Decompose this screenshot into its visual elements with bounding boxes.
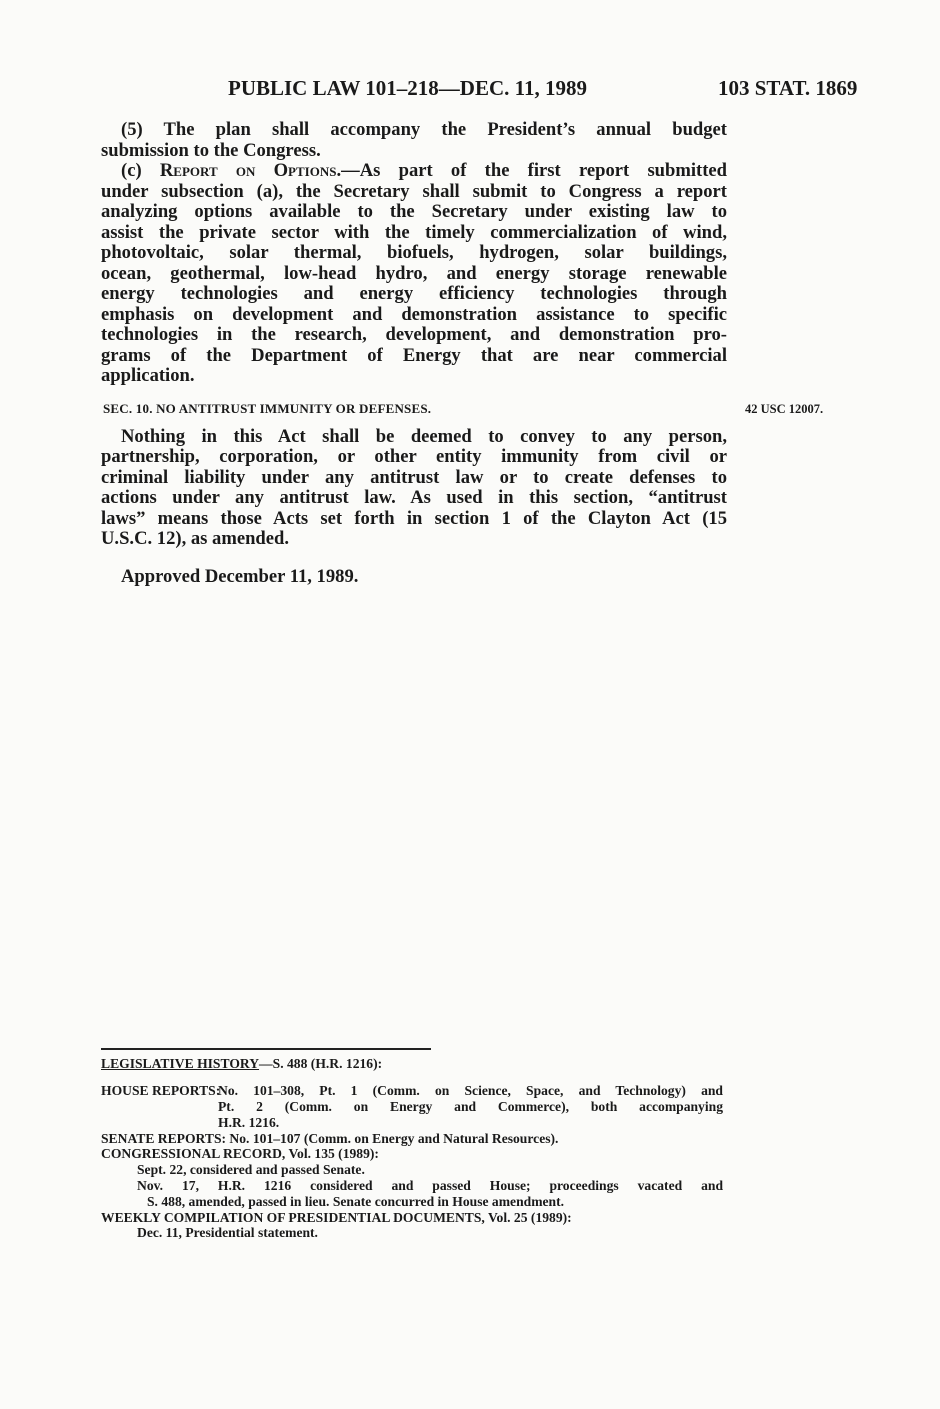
running-header-title: PUBLIC LAW 101–218—DEC. 11, 1989 [228, 76, 587, 100]
para-c-line: application. [101, 365, 195, 386]
page-number: 103 STAT. 1869 [718, 76, 858, 100]
para-c-line: analyzing options available to the Secretary under existing law to [101, 201, 727, 222]
house-reports-line: H.R. 1216. [218, 1115, 280, 1130]
legislative-history-heading [101, 1056, 382, 1072]
legislative-history-bill: —S. 488 (H.R. 1216): [259, 1056, 383, 1071]
para-5-line: submission to the Congress. [101, 140, 321, 161]
para-c-line: assist the private sector with the timely commercialization of wind, [101, 222, 727, 243]
para-c-line: technologies in the research, development, and demonstration pro- [101, 324, 727, 345]
para-c-line: grams of the Department of Energy that are near commercial [101, 345, 727, 366]
footnote-rule [101, 1048, 431, 1050]
para-c-line: ocean, geothermal, low-head hydro, and energy storage renewable [101, 263, 727, 284]
para-c-line: photovoltaic, solar thermal, biofuels, hydrogen, solar buildings, [101, 242, 727, 263]
para-c-text: —As part of the first report submitted [341, 160, 727, 181]
margin-note: 42 USC 12007. [745, 402, 824, 416]
congressional-record: CONGRESSIONAL RECORD, Vol. 135 (1989): [101, 1146, 379, 1161]
house-reports-label: HOUSE REPORTS: [101, 1083, 221, 1098]
section-10-line: laws” means those Acts set forth in section 1 of the Clayton Act (15 [101, 508, 727, 529]
weekly-compilation: WEEKLY COMPILATION OF PRESIDENTIAL DOCUMENTS, Vol. 25 (1989): [101, 1210, 572, 1225]
para-5-line: (5) The plan shall accompany the President’s annual budget [121, 119, 727, 140]
para-c-heading: Report on Options. [159, 160, 342, 181]
record-entry: Sept. 22, considered and passed Senate. [137, 1162, 365, 1177]
house-reports-line: Pt. 2 (Comm. on Energy and Commerce), both accompanying [218, 1099, 723, 1114]
section-10-line: Nothing in this Act shall be deemed to convey to any person, [121, 426, 727, 447]
section-10-line: U.S.C. 12), as amended. [101, 528, 290, 549]
para-c-line: emphasis on development and demonstration assistance to specific [101, 304, 727, 325]
record-entry: S. 488, amended, passed in lieu. Senate concurred in House amendment. [147, 1194, 565, 1209]
para-c-line: under subsection (a), the Secretary shall submit to Congress a report [101, 181, 727, 202]
record-entry: Nov. 17, H.R. 1216 considered and passed House; proceedings vacated and [137, 1178, 723, 1193]
legislative-history-label: LEGISLATIVE HISTORY [101, 1056, 260, 1071]
senate-reports: SENATE REPORTS: No. 101–107 (Comm. on Energy and Natural Resources). [101, 1131, 559, 1146]
approval-date: Approved December 11, 1989. [121, 566, 359, 587]
section-10-line: actions under any antitrust law. As used in this section, “antitrust [101, 487, 727, 508]
para-c-line: energy technologies and energy efficiency technologies through [101, 283, 727, 304]
house-reports-line: No. 101–308, Pt. 1 (Comm. on Science, Space, and Technology) and [218, 1083, 723, 1098]
weekly-entry: Dec. 11, Presidential statement. [137, 1225, 318, 1240]
para-c-first-line [121, 160, 727, 181]
para-c-label: (c) [121, 160, 160, 181]
section-10-line: criminal liability under any antitrust law or to create defenses to [101, 467, 727, 488]
section-heading: SEC. 10. NO ANTITRUST IMMUNITY OR DEFENSES. [103, 401, 432, 416]
section-10-line: partnership, corporation, or other entity immunity from civil or [101, 446, 727, 467]
